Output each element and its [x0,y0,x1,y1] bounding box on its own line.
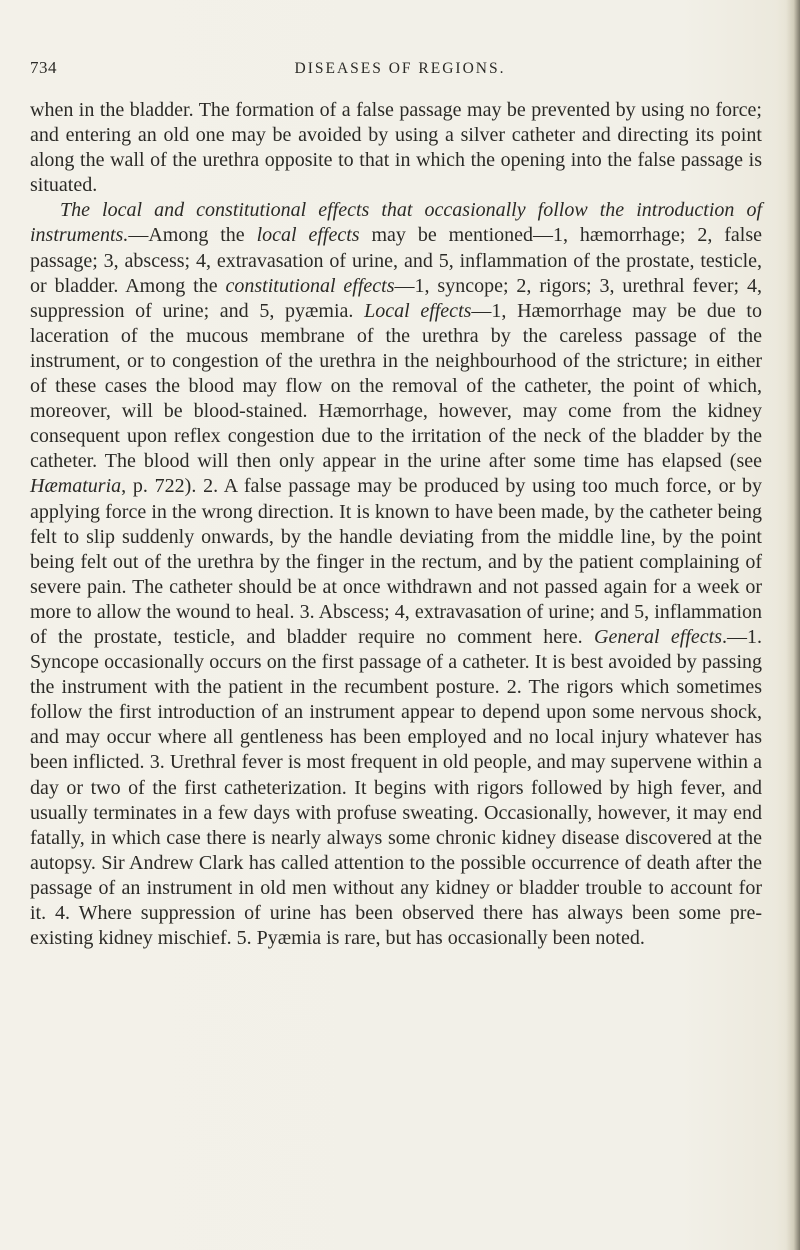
text-segment: —1, Hæmorrhage may be due to laceration of the mucous membrane of the urethra by the careless passage of the instrument, or to congestion of the urethra in the neighbourhood of the stricture; in either of these cases the blood may flow on the removal of the catheter, the point of which, moreover, will be blood-stained. Hæmorrhage, however, may come from the kidney consequent upon reflex congestion due to the irritation of the neck of the bladder by the catheter. The blood will then only appear in the urine after some time has elapsed (see [30,299,762,473]
italic-term: local effects [256,224,360,247]
paragraph-effects [30,198,762,951]
text-segment: when in the bladder. The formation of a false passage may be prevented by using no force; and entering an old one may be avoided by using a silver catheter and directing its point along the wall of the urethra opposite to that in which the opening into the false passage is situated. [30,99,762,197]
page-edge-shadow [786,0,800,1250]
italic-term: constitutional effects [225,274,395,297]
text-segment: .—1. Syncope occasionally occurs on the first passage of a catheter. It is best avoided by passing the instrument with the patient in the recumbent posture. 2. The rigors which sometimes follow the first introduction of an instrument appear to depend upon some nervous shock, and may occur where all gentleness has been employed and no local injury whatever has been inflicted. 3. Urethral fever is most frequent in old people, and may supervene within a day or two of the first catheterization. It begins with rigors followed by high fever, and usually terminates in a few days with profuse sweating. Occasionally, however, it may end fatally, in which case there is nearly always some chronic kidney disease discovered at the autopsy. Sir Andrew Clark has called attention to the possible occurrence of death after the passage of an instrument in old men without any kidney or bladder trouble to account for it. 4. Where suppression of urine has been observed there has always been some pre-existing kidney mischief. 5. Pyæmia is rare, but has occasionally been noted. [30,625,762,950]
section-heading: The local and constitutional effects that occasionally follow the introduction of instruments. [30,199,762,247]
page-number: 734 [30,58,57,77]
running-head: DISEASES OF REGIONS. [294,60,506,77]
text-segment: —Among the [128,224,257,247]
body-text [30,98,762,951]
italic-term: Local effects [364,299,472,322]
text-segment: , p. 722). 2. A false passage may be produced by using too much force, or by applying force in the wrong direction. It is known to have been made, by the catheter being felt to slip suddenly onwards, by the handle deviating from the middle line, by the point being felt out of the urethra by the finger in the rectum, and by the patient complaining of severe pain. The catheter should be at once withdrawn and not passed again for a week or more to allow the wound to heal. 3. Abscess; 4, extravasation of urine; and 5, inflammation of the prostate, testicle, and bladder require no comment here. [30,475,762,648]
italic-term: General effects [594,625,722,648]
paragraph-continuation [30,98,762,198]
text-segment: —1, syncope; 2, rigors; 3, urethral fever; 4, suppression of urine; and 5, pyæmia. [30,274,762,322]
text-segment: may be mentioned—1, hæmorrhage; 2, false passage; 3, abscess; 4, extravasation of urine, and 5, inflammation of the prostate, testicle, or bladder. Among the [30,224,763,297]
italic-term: Hæmaturia [30,475,122,498]
